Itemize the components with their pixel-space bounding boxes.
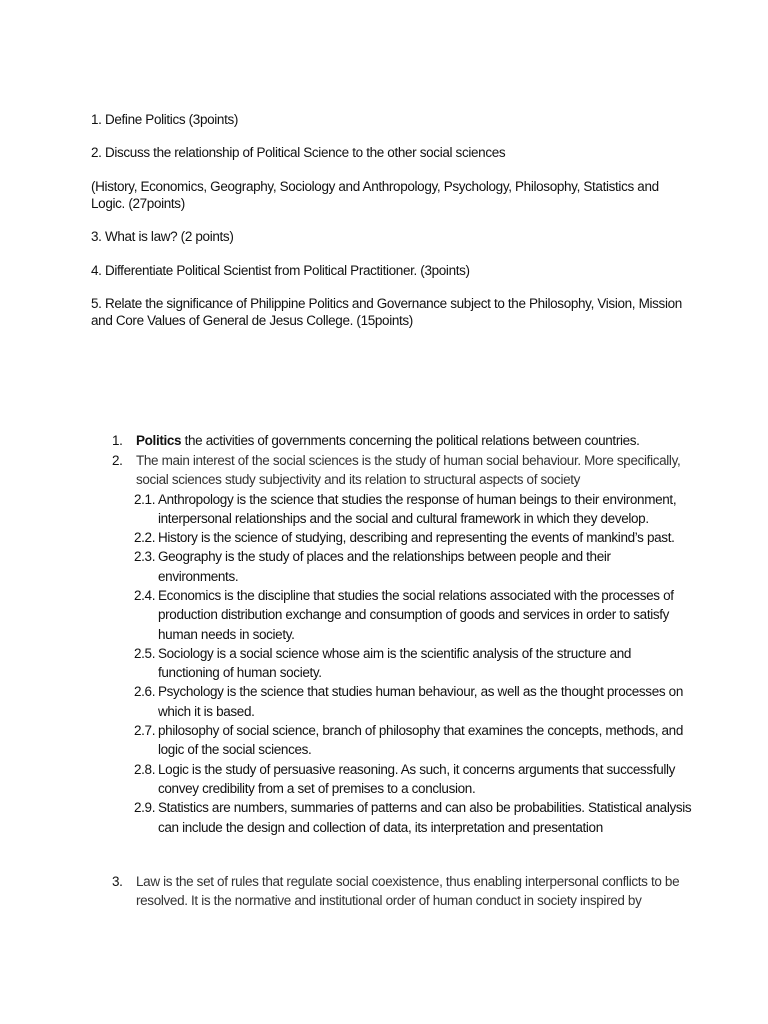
sub-text: Logic is the study of persuasive reasoning. As such, it concerns arguments that successfully convey credibility from a set of premises to a conclusion.	[158, 761, 676, 796]
sub-answer-2-6	[134, 682, 692, 721]
sub-text: Economics is the discipline that studies the social relations associated with the processes of production distribution exchange and consumption of goods and services in order to satisfy human needs in society.	[158, 587, 674, 642]
answer-term: Politics	[136, 433, 182, 448]
sub-answer-2-8	[134, 760, 692, 799]
answer-number: 3.	[112, 873, 123, 889]
sub-number: 2.5.	[134, 645, 156, 661]
sub-number: 2.6.	[134, 684, 156, 700]
question-2-detail: (History, Economics, Geography, Sociology and Anthropology, Psychology, Philosophy, Statistics and Logic. (27points)	[91, 179, 659, 211]
sub-text: Geography is the study of places and the relationships between people and their environments.	[158, 549, 611, 584]
sub-number: 2.9.	[134, 800, 156, 816]
sub-number: 2.7.	[134, 723, 156, 739]
sub-text: Sociology is a social science whose aim is the scientific analysis of the structure and functioning of human society.	[158, 645, 632, 681]
sub-answer-2-3	[134, 547, 692, 586]
sub-text: Anthropology is the science that studies the response of human beings to their environment, interpersonal relationships and the social and cultural framework in which they develop.	[158, 491, 677, 526]
sub-answer-2-9	[134, 798, 692, 837]
question-1: 1. Define Politics (3points)	[91, 112, 239, 127]
answer-text	[136, 431, 692, 451]
answer-definition: the activities of governments concerning the political relations between countries.	[181, 433, 640, 448]
sub-number: 2.3.	[134, 549, 156, 565]
answer-list	[112, 431, 692, 911]
sub-number: 2.8.	[134, 761, 156, 777]
answer-2	[112, 451, 692, 490]
answer-number: 2.	[112, 452, 123, 468]
answer-1	[112, 431, 692, 451]
question-4: 4. Differentiate Political Scientist from Political Practitioner. (3points)	[91, 263, 470, 278]
sub-answer-2-4	[134, 586, 692, 644]
sub-text: philosophy of social science, branch of philosophy that examines the concepts, methods, and logic of the social sciences.	[158, 723, 683, 758]
sub-text: Psychology is the science that studies human behaviour, as well as the thought processes on which it is based.	[158, 684, 683, 719]
answer-3	[112, 872, 692, 911]
sub-answer-2-1	[134, 490, 692, 529]
sub-text: Statistics are numbers, summaries of patterns and can also be probabilities. Statistical analysis can include the design and collection of data, its interpretation and presentation	[158, 800, 692, 835]
question-2: 2. Discuss the relationship of Political Science to the other social sciences	[91, 145, 506, 160]
sub-number: 2.1.	[134, 491, 156, 507]
answer-number: 1.	[112, 433, 123, 448]
question-3: 3. What is law? (2 points)	[91, 229, 234, 244]
sub-answer-2-7	[134, 721, 692, 760]
sub-answer-2-5	[134, 644, 692, 683]
answer-2-sublist	[134, 490, 692, 837]
sub-answer-2-2	[134, 528, 692, 547]
answer-text: Law is the set of rules that regulate social coexistence, thus enabling interpersonal conflicts to be resolved. It is the normative and institutional order of human conduct in society inspired by	[136, 873, 680, 909]
sub-number: 2.4.	[134, 587, 156, 603]
answer-text: The main interest of the social sciences is the study of human social behaviour. More specifically, social sciences study subjectivity and its relation to structural aspects of society	[136, 452, 681, 487]
sub-number: 2.2.	[134, 530, 156, 546]
question-5: 5. Relate the significance of Philippine Politics and Governance subject to the Philosophy, Vision, Mission and Core Values of General de Jesus College. (15points)	[91, 296, 682, 328]
sub-text: History is the science of studying, describing and representing the events of mankind’s past.	[158, 530, 675, 546]
